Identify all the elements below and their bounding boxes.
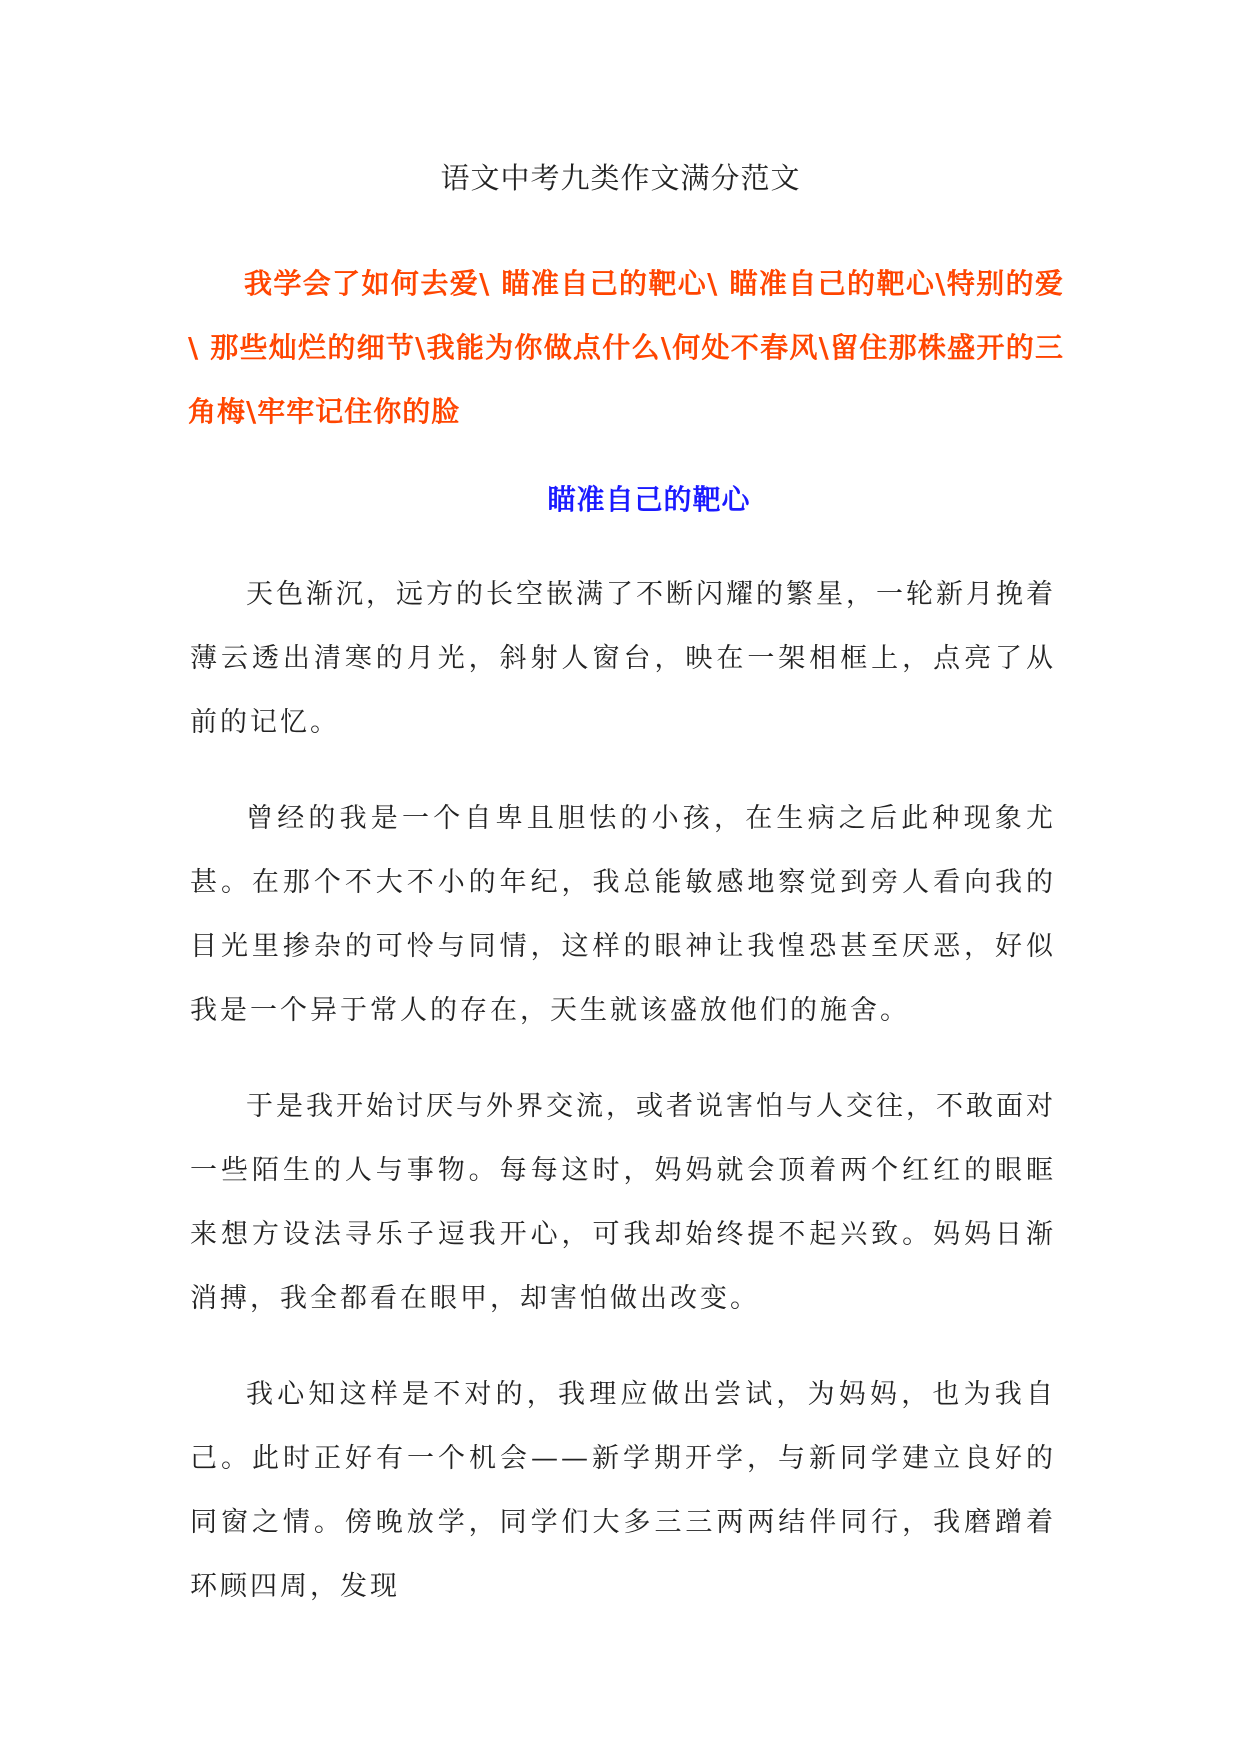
- document-title: 语文中考九类作文满分范文: [440, 161, 801, 195]
- essay-title: 瞄准自己的靶心: [547, 483, 751, 516]
- paragraph: 天色渐沉，远方的长空嵌满了不断闪耀的繁星，一轮新月挽着薄云透出清寒的月光，斜射人窗台，映在一架相框上，点亮了从前的记忆。: [190, 579, 1056, 738]
- paragraph: 曾经的我是一个自卑且胆怯的小孩，在生病之后此种现象尤甚。在那个不大不小的年纪，我总能敏感地察觉到旁人看向我的目光里掺杂的可怜与同情，这样的眼神让我惶恐甚至厌恶，好似我是一个异于常人的存在，天生就该盛放他们的施舍。: [190, 803, 1056, 1026]
- paragraph: 我心知这样是不对的，我理应做出尝试，为妈妈，也为我自己。此时正好有一个机会——新学期开学，与新同学建立良好的同窗之情。傍晚放学，同学们大多三三两两结伴同行，我磨蹭着环顾四周，发现: [190, 1379, 1056, 1602]
- paragraph: 于是我开始讨厌与外界交流，或者说害怕与人交往，不敢面对一些陌生的人与事物。每每这时，妈妈就会顶着两个红红的眼眶来想方设法寻乐子逗我开心，可我却始终提不起兴致。妈妈日渐消搏，我全都看在眼甲，却害怕做出改变。: [190, 1091, 1056, 1314]
- essay-index-list: 我学会了如何去爱\ 瞄准自己的靶心\ 瞄准自己的靶心\特别的爱\ 那些灿烂的细节\我能为你做点什么\何处不春风\留住那株盛开的三角梅\牢牢记住你的脸: [188, 267, 1064, 428]
- essay-body: [190, 563, 1056, 1651]
